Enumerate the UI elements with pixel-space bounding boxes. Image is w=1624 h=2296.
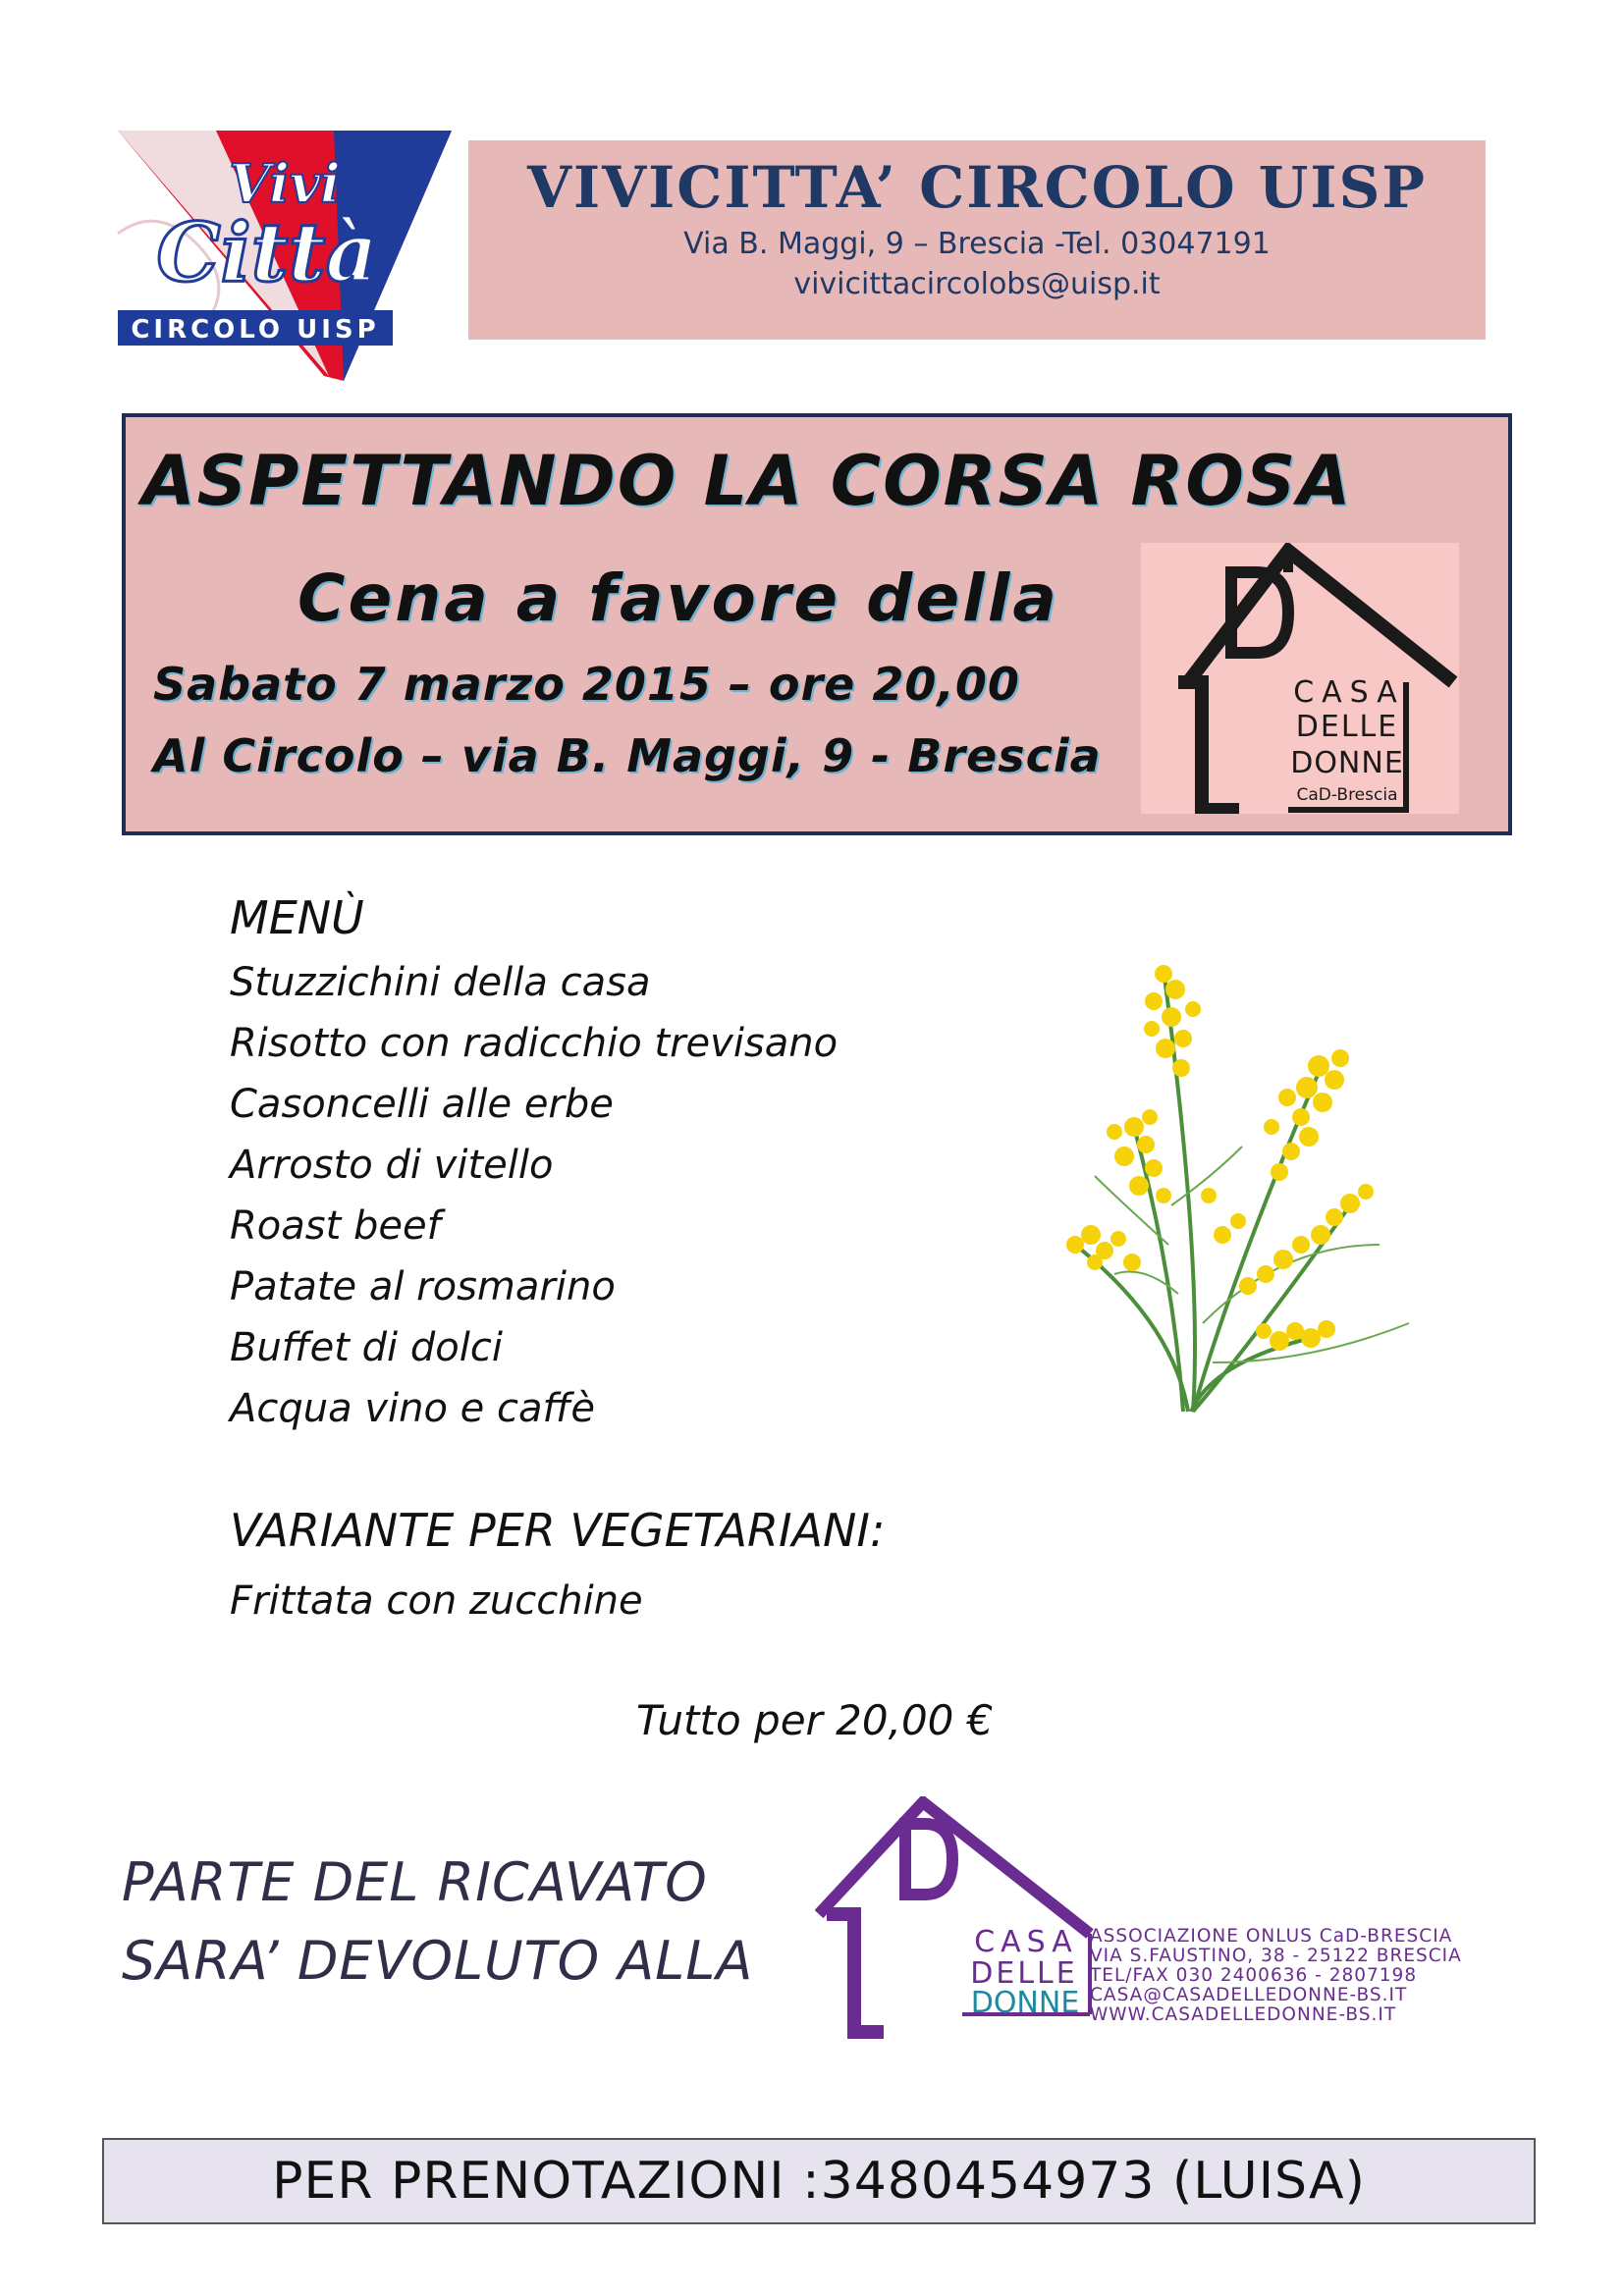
menu-item: Patate al rosmarino (230, 1264, 616, 1309)
cad-logo-line1: CASA (1293, 675, 1405, 710)
association-address (1090, 1927, 1462, 2025)
event-box (122, 413, 1512, 835)
menu-item: Acqua vino e caffè (230, 1386, 595, 1431)
event-place: Al Circolo – via B. Maggi, 9 - Brescia (153, 729, 1102, 782)
association-email[interactable]: CASA@CASADELLEDONNE-BS.IT (1090, 1985, 1408, 2005)
menu-item: Risotto con radicchio trevisano (230, 1021, 839, 1066)
proceeds-line-2: SARA’ DEVOLUTO ALLA (122, 1930, 754, 1992)
vivicitta-logo (98, 116, 471, 396)
proceeds-text (122, 1843, 753, 2001)
club-email[interactable]: vivicittacircolobs@uisp.it (793, 267, 1161, 301)
cad-logo-line4: CaD-Brescia (1296, 785, 1398, 805)
cad-bottom-line3: DONNE (970, 1986, 1080, 2020)
cad-bottom-line2: DELLE (970, 1956, 1078, 1991)
cad-logo-line3: DONNE (1290, 746, 1404, 780)
vivicitta-logo-line2: Città (156, 206, 378, 300)
association-street: VIA S.FAUSTINO, 38 - 25122 BRESCIA (1090, 1946, 1462, 1966)
association-phone: TEL/FAX 030 2400636 - 2807198 (1090, 1965, 1418, 1986)
header-box (468, 140, 1486, 340)
menu-heading: MENÙ (230, 891, 364, 944)
club-title: VIVICITTA’ CIRCOLO UISP (526, 154, 1428, 221)
event-date: Sabato 7 marzo 2015 – ore 20,00 (153, 658, 1020, 711)
event-subtitle: Cena a favore della (298, 561, 1059, 636)
menu (230, 883, 838, 1439)
cad-bottom-line1: CASA (974, 1925, 1078, 1959)
menu-item: Casoncelli alle erbe (230, 1082, 614, 1127)
price: Tutto per 20,00 € (636, 1696, 994, 1744)
booking-text: PER PRENOTAZIONI :3480454973 (LUISA) (272, 2152, 1366, 2211)
mimosa-illustration (1056, 950, 1448, 1480)
association-website[interactable]: WWW.CASADELLEDONNE-BS.IT (1090, 2004, 1397, 2025)
menu-item: Stuzzichini della casa (230, 960, 651, 1005)
vivicitta-logo-band: CIRCOLO UISP (131, 315, 380, 345)
casa-delle-donne-logo (1141, 543, 1459, 814)
menu-item: Roast beef (230, 1203, 441, 1249)
vegetarian-heading: VARIANTE PER VEGETARIANI: (230, 1504, 886, 1557)
association-name: ASSOCIAZIONE ONLUS CaD-BRESCIA (1090, 1926, 1453, 1947)
event-title: ASPETTANDO LA CORSA ROSA (141, 441, 1353, 521)
club-address: Via B. Maggi, 9 – Brescia -Tel. 03047191 (683, 227, 1271, 261)
vegetarian-item: Frittata con zucchine (230, 1578, 643, 1624)
menu-item: Arrosto di vitello (230, 1143, 554, 1188)
cad-logo-line2: DELLE (1295, 710, 1399, 744)
menu-item: Buffet di dolci (230, 1325, 503, 1370)
proceeds-line-1: PARTE DEL RICAVATO (122, 1851, 708, 1913)
booking-box (102, 2138, 1536, 2224)
vivicitta-logo-line1: Vivi (229, 152, 341, 215)
